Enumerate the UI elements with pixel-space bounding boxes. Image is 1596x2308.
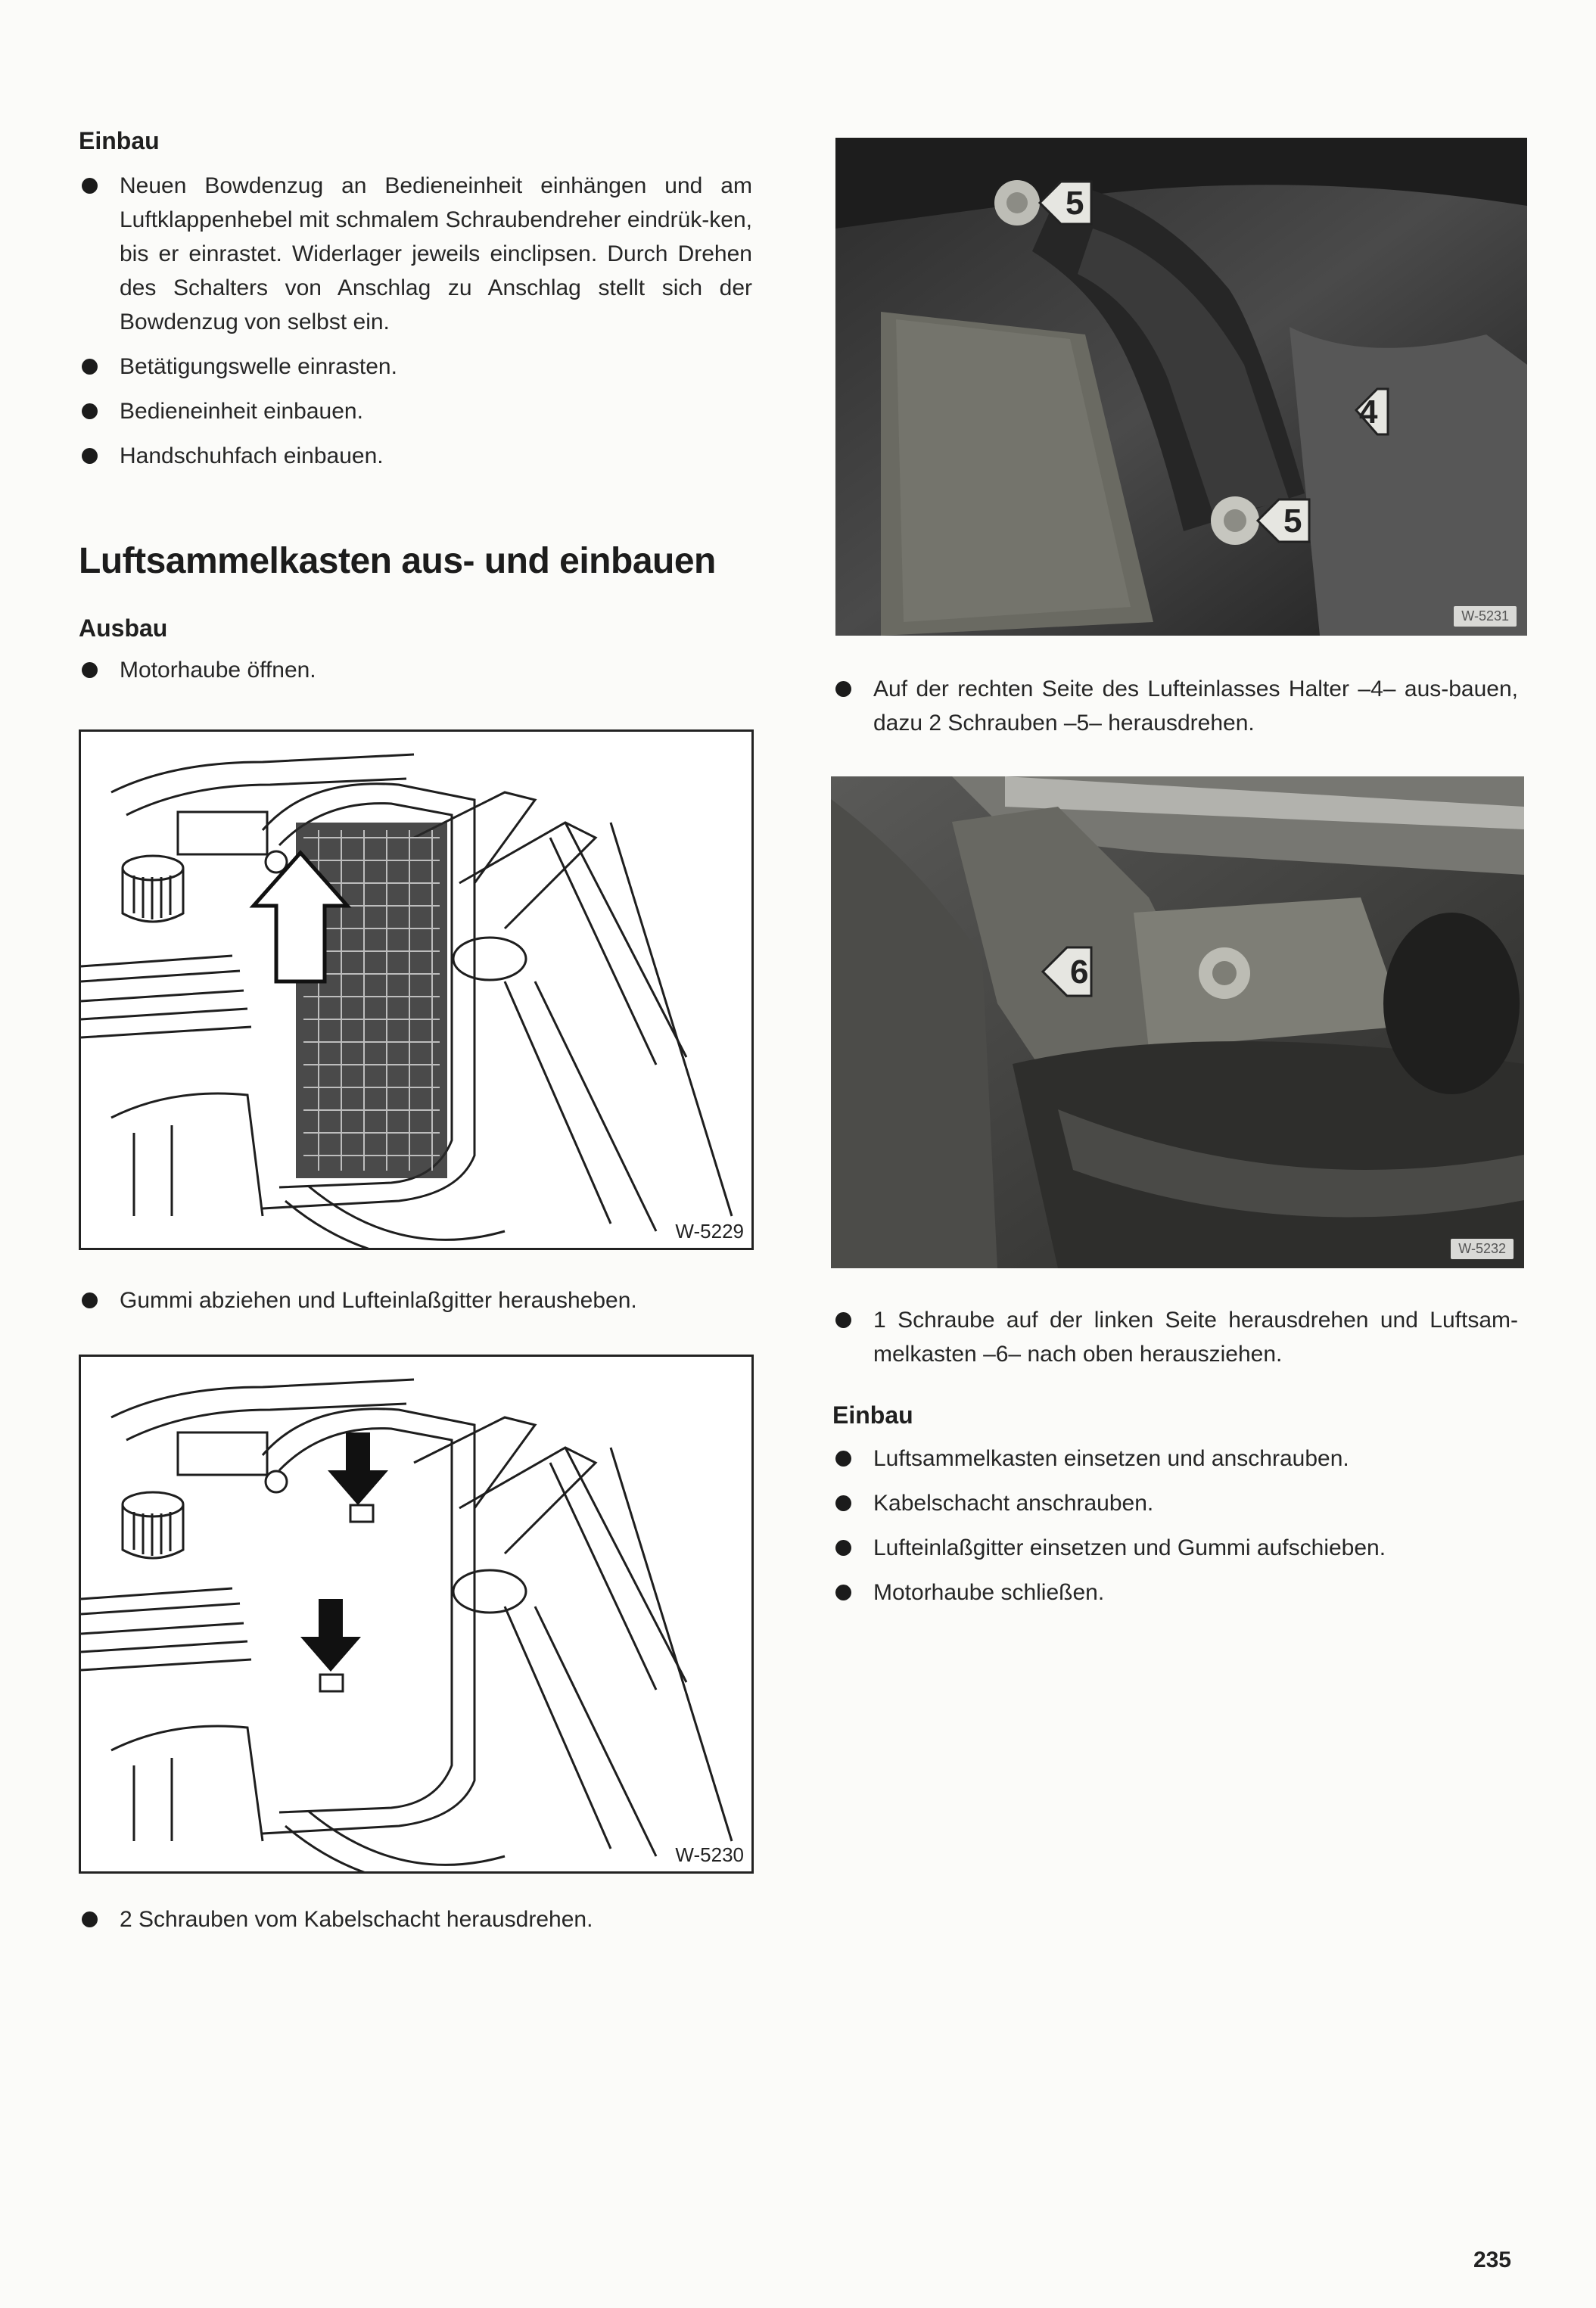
callout-5-top: 5	[1066, 185, 1084, 222]
bullet-icon	[835, 1495, 851, 1511]
einbau-section-left	[79, 127, 752, 484]
einbau-section-right	[832, 1401, 1518, 1620]
figure-caption-w5230	[79, 1902, 752, 1947]
bullet-icon	[835, 1451, 851, 1467]
page-number: 235	[1473, 2247, 1511, 2272]
list-item: Auf der rechten Seite des Lufteinlasses Halter –4– aus-bauen, dazu 2 Schrauben –5– herausdrehen.	[832, 672, 1518, 740]
photo-caption-w5231	[832, 672, 1518, 751]
bullet-icon	[82, 1292, 98, 1308]
figure-label: W-5229	[675, 1220, 744, 1243]
ausbau-section	[79, 614, 752, 698]
photo-label: W-5232	[1451, 1239, 1514, 1259]
list-item: 2 Schrauben vom Kabelschacht herausdrehen.	[79, 1902, 752, 1936]
bullet-icon	[835, 1540, 851, 1556]
figure-w5230	[79, 1355, 754, 1874]
bullet-icon	[82, 1911, 98, 1927]
photo-w5232	[831, 776, 1524, 1268]
bullet-icon	[82, 403, 98, 419]
section-title: Luftsammelkasten aus- und einbauen	[79, 541, 716, 581]
bullet-icon	[835, 1312, 851, 1328]
photo-bracket-image	[835, 138, 1527, 636]
callout-4: 4	[1359, 393, 1378, 431]
einbau-heading: Einbau	[79, 127, 160, 154]
ausbau-list	[79, 653, 752, 687]
list-item: Betätigungswelle einrasten.	[79, 350, 752, 384]
list-item: Neuen Bowdenzug an Bedieneinheit einhängen und am Luftklappenhebel mit schmalem Schraubendreher eindrük-ken, bis er einrastet. Widerlager jeweils einclipsen. Durch Drehen des Schalters von Anschlag zu Anschlag stellt sich der Bowdenzug von selbst ein.	[79, 169, 752, 339]
list-item: Gummi abziehen und Lufteinlaßgitter herausheben.	[79, 1283, 752, 1317]
list-item: Handschuhfach einbauen.	[79, 439, 752, 473]
einbau-heading: Einbau	[832, 1401, 913, 1429]
bullet-icon	[82, 178, 98, 194]
callout-5-bottom: 5	[1283, 502, 1302, 540]
list-item: 1 Schraube auf der linken Seite herausdrehen und Luftsam-melkasten –6– nach oben herausziehen.	[832, 1303, 1518, 1371]
bullet-icon	[835, 1585, 851, 1600]
bullet-icon	[82, 359, 98, 375]
photo-label: W-5231	[1454, 606, 1517, 627]
cable-duct-drawing	[81, 1357, 751, 1871]
list-item: Motorhaube öffnen.	[79, 653, 752, 687]
list-item: Motorhaube schließen.	[832, 1575, 1518, 1610]
callout-6: 6	[1070, 953, 1089, 991]
engine-bay-drawing	[81, 732, 751, 1248]
figure-label: W-5230	[675, 1843, 744, 1866]
list-item: Kabelschacht anschrauben.	[832, 1486, 1518, 1520]
bullet-icon	[835, 681, 851, 697]
bullet-icon	[82, 662, 98, 678]
list-item: Bedieneinheit einbauen.	[79, 394, 752, 428]
einbau-list	[832, 1442, 1518, 1610]
figure-w5229	[79, 729, 754, 1250]
bullet-icon	[82, 448, 98, 464]
list-item: Luftsammelkasten einsetzen und anschrauben.	[832, 1442, 1518, 1476]
ausbau-heading: Ausbau	[79, 614, 168, 642]
einbau-list	[79, 169, 752, 473]
photo-caption-w5232	[832, 1303, 1518, 1382]
figure-caption-w5229	[79, 1283, 752, 1328]
photo-w5231	[835, 138, 1527, 636]
photo-air-box-image	[831, 776, 1524, 1268]
list-item: Lufteinlaßgitter einsetzen und Gummi aufschieben.	[832, 1531, 1518, 1565]
